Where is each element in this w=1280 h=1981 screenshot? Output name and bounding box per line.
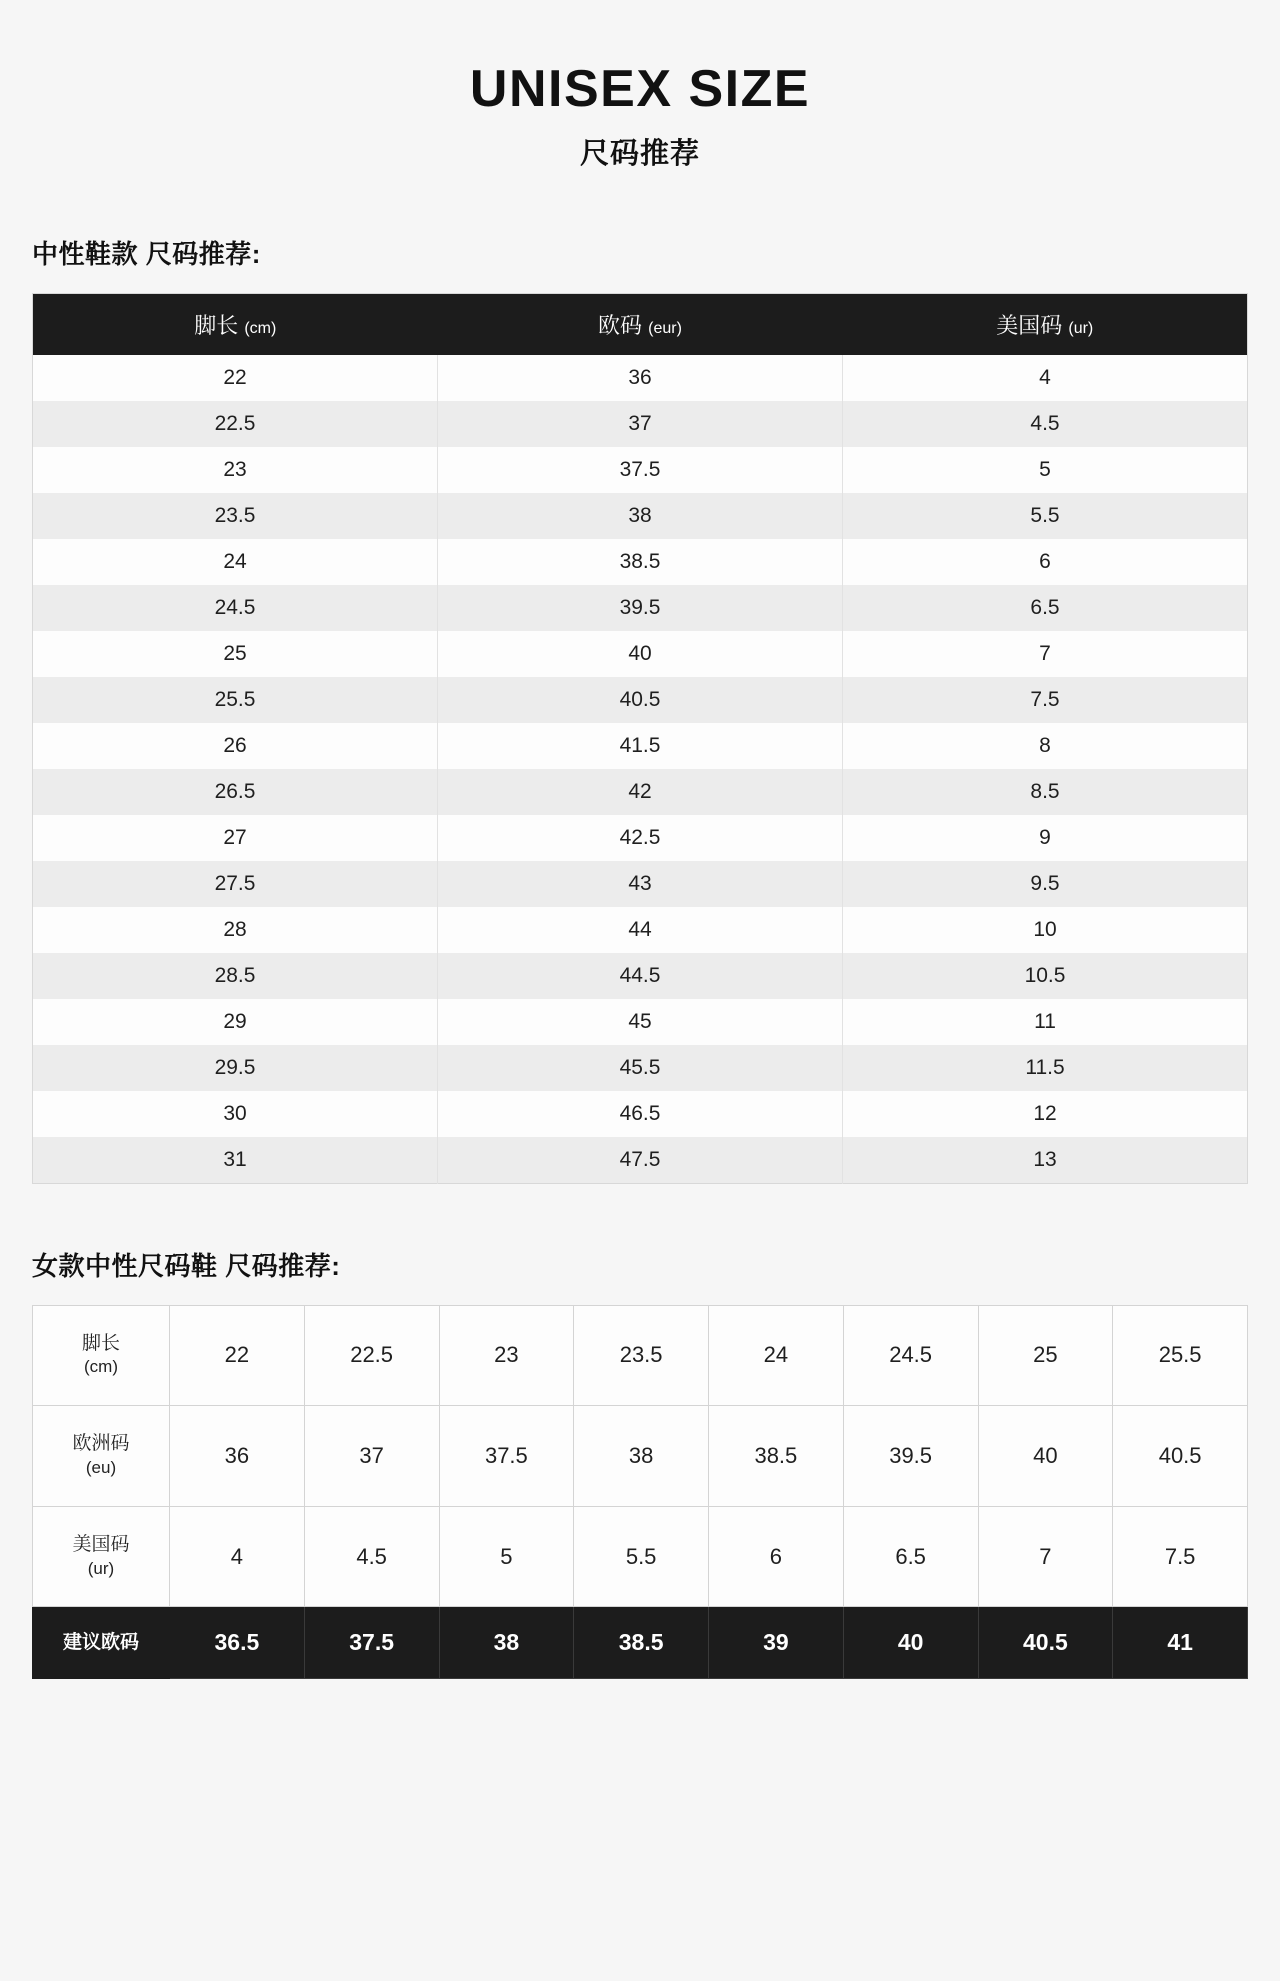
cell-eur: 44.5 (438, 953, 843, 999)
row-label-foot-length (33, 1305, 170, 1406)
cell-us: 5.5 (843, 493, 1248, 539)
cell-eur: 42 (438, 769, 843, 815)
table-row (33, 999, 1248, 1045)
cell-foot-length: 22.5 (304, 1305, 439, 1406)
table-row (33, 677, 1248, 723)
unisex-table-body (33, 355, 1248, 1184)
cell-eur: 44 (438, 907, 843, 953)
table-row (33, 355, 1248, 401)
page-header (32, 0, 1248, 172)
cell-us: 4.5 (304, 1506, 439, 1607)
table-row (33, 1091, 1248, 1137)
cell-us: 5.5 (574, 1506, 709, 1607)
cell-recommended-eu: 41 (1113, 1607, 1248, 1679)
column-header-us (843, 293, 1248, 355)
table-row-foot-length (33, 1305, 1248, 1406)
cell-eur: 45.5 (438, 1045, 843, 1091)
section-heading-womens: 女款中性尺码鞋 尺码推荐: (32, 1250, 341, 1281)
cell-us: 7 (978, 1506, 1113, 1607)
row-label-text: 欧洲码 (72, 1433, 130, 1455)
cell-us: 4.5 (843, 401, 1248, 447)
cell-eur: 46.5 (438, 1091, 843, 1137)
cell-us: 4 (170, 1506, 305, 1607)
table-row (33, 953, 1248, 999)
cell-foot-length: 22.5 (33, 401, 438, 447)
cell-foot-length: 29.5 (33, 1045, 438, 1091)
row-label-unit: (eu) (85, 1457, 117, 1477)
table-row (33, 1137, 1248, 1184)
cell-foot-length: 25.5 (33, 677, 438, 723)
row-label-text: 美国码 (72, 1533, 130, 1555)
cell-eur: 37 (438, 401, 843, 447)
row-label-unit: (cm) (84, 1357, 118, 1377)
cell-recommended-eu: 38 (439, 1607, 574, 1679)
row-label-unit: (ur) (87, 1558, 115, 1578)
cell-eu: 39.5 (843, 1406, 978, 1507)
cell-eu: 40.5 (1113, 1406, 1248, 1507)
table-row-recommended-eu (33, 1607, 1248, 1679)
cell-foot-length: 22 (170, 1305, 305, 1406)
page-subtitle: 尺码推荐 (579, 137, 700, 170)
cell-eu: 38.5 (709, 1406, 844, 1507)
cell-foot-length: 26 (33, 723, 438, 769)
row-label-us (33, 1506, 170, 1607)
table-row (33, 493, 1248, 539)
cell-us: 11.5 (843, 1045, 1248, 1091)
column-header-eur (438, 293, 843, 355)
cell-foot-length: 26.5 (33, 769, 438, 815)
cell-foot-length: 29 (33, 999, 438, 1045)
cell-foot-length: 25.5 (1113, 1305, 1248, 1406)
cell-us: 10.5 (843, 953, 1248, 999)
cell-us: 6.5 (843, 1506, 978, 1607)
column-unit: (ur) (1068, 319, 1094, 337)
cell-eur: 43 (438, 861, 843, 907)
cell-foot-length: 28.5 (33, 953, 438, 999)
cell-foot-length: 30 (33, 1091, 438, 1137)
row-label-eu (33, 1406, 170, 1507)
column-label: 美国码 (996, 312, 1063, 338)
cell-foot-length: 25 (33, 631, 438, 677)
table-row-us (33, 1506, 1248, 1607)
cell-foot-length: 24.5 (843, 1305, 978, 1406)
cell-eur: 40 (438, 631, 843, 677)
cell-us: 10 (843, 907, 1248, 953)
womens-unisex-size-table (32, 1305, 1248, 1680)
cell-eu: 37 (304, 1406, 439, 1507)
cell-recommended-eu: 38.5 (574, 1607, 709, 1679)
cell-eu: 37.5 (439, 1406, 574, 1507)
column-label: 欧码 (598, 312, 643, 338)
table-row (33, 723, 1248, 769)
cell-us: 13 (843, 1137, 1248, 1184)
column-label: 脚长 (194, 312, 239, 338)
cell-foot-length: 24 (33, 539, 438, 585)
cell-us: 7.5 (843, 677, 1248, 723)
cell-eur: 37.5 (438, 447, 843, 493)
table-row (33, 447, 1248, 493)
column-unit: (cm) (244, 319, 277, 337)
table-row (33, 815, 1248, 861)
cell-eur: 42.5 (438, 815, 843, 861)
cell-us: 9 (843, 815, 1248, 861)
cell-foot-length: 24 (709, 1305, 844, 1406)
cell-us: 6.5 (843, 585, 1248, 631)
table-header-row (33, 293, 1248, 355)
cell-us: 11 (843, 999, 1248, 1045)
unisex-size-table (32, 293, 1248, 1184)
cell-us: 6 (709, 1506, 844, 1607)
page-title: UNISEX SIZE (469, 60, 811, 118)
cell-us: 8.5 (843, 769, 1248, 815)
cell-eu: 40 (978, 1406, 1113, 1507)
unisex-table-head (33, 293, 1248, 355)
cell-us: 6 (843, 539, 1248, 585)
cell-us: 9.5 (843, 861, 1248, 907)
cell-eur: 38 (438, 493, 843, 539)
cell-eur: 40.5 (438, 677, 843, 723)
cell-eur: 41.5 (438, 723, 843, 769)
cell-us: 7.5 (1113, 1506, 1248, 1607)
cell-foot-length: 22 (33, 355, 438, 401)
cell-us: 7 (843, 631, 1248, 677)
cell-eur: 39.5 (438, 585, 843, 631)
cell-recommended-eu: 36.5 (170, 1607, 305, 1679)
section-heading-unisex: 中性鞋款 尺码推荐: (32, 238, 261, 269)
cell-foot-length: 27 (33, 815, 438, 861)
table-row (33, 585, 1248, 631)
cell-recommended-eu: 37.5 (304, 1607, 439, 1679)
cell-eu: 38 (574, 1406, 709, 1507)
table-row (33, 861, 1248, 907)
cell-us: 4 (843, 355, 1248, 401)
cell-recommended-eu: 40.5 (978, 1607, 1113, 1679)
cell-recommended-eu: 39 (709, 1607, 844, 1679)
cell-eu: 36 (170, 1406, 305, 1507)
table-row (33, 631, 1248, 677)
table-row (33, 907, 1248, 953)
column-header-foot-length (33, 293, 438, 355)
cell-recommended-eu: 40 (843, 1607, 978, 1679)
cell-foot-length: 23.5 (33, 493, 438, 539)
cell-us: 12 (843, 1091, 1248, 1137)
cell-us: 5 (439, 1506, 574, 1607)
cell-foot-length: 31 (33, 1137, 438, 1184)
womens-table-body (33, 1305, 1248, 1679)
cell-foot-length: 25 (978, 1305, 1113, 1406)
row-label-text: 脚长 (81, 1332, 120, 1354)
cell-foot-length: 23 (33, 447, 438, 493)
cell-foot-length: 28 (33, 907, 438, 953)
table-row (33, 401, 1248, 447)
cell-eur: 36 (438, 355, 843, 401)
table-row-eu (33, 1406, 1248, 1507)
table-row (33, 1045, 1248, 1091)
table-row (33, 539, 1248, 585)
row-label-recommended-eu (33, 1607, 170, 1679)
cell-foot-length: 27.5 (33, 861, 438, 907)
cell-us: 5 (843, 447, 1248, 493)
row-label-text: 建议欧码 (62, 1631, 139, 1653)
cell-eur: 38.5 (438, 539, 843, 585)
cell-foot-length: 23 (439, 1305, 574, 1406)
cell-us: 8 (843, 723, 1248, 769)
cell-eur: 45 (438, 999, 843, 1045)
cell-eur: 47.5 (438, 1137, 843, 1184)
cell-foot-length: 23.5 (574, 1305, 709, 1406)
cell-foot-length: 24.5 (33, 585, 438, 631)
column-unit: (eur) (648, 319, 682, 337)
table-row (33, 769, 1248, 815)
